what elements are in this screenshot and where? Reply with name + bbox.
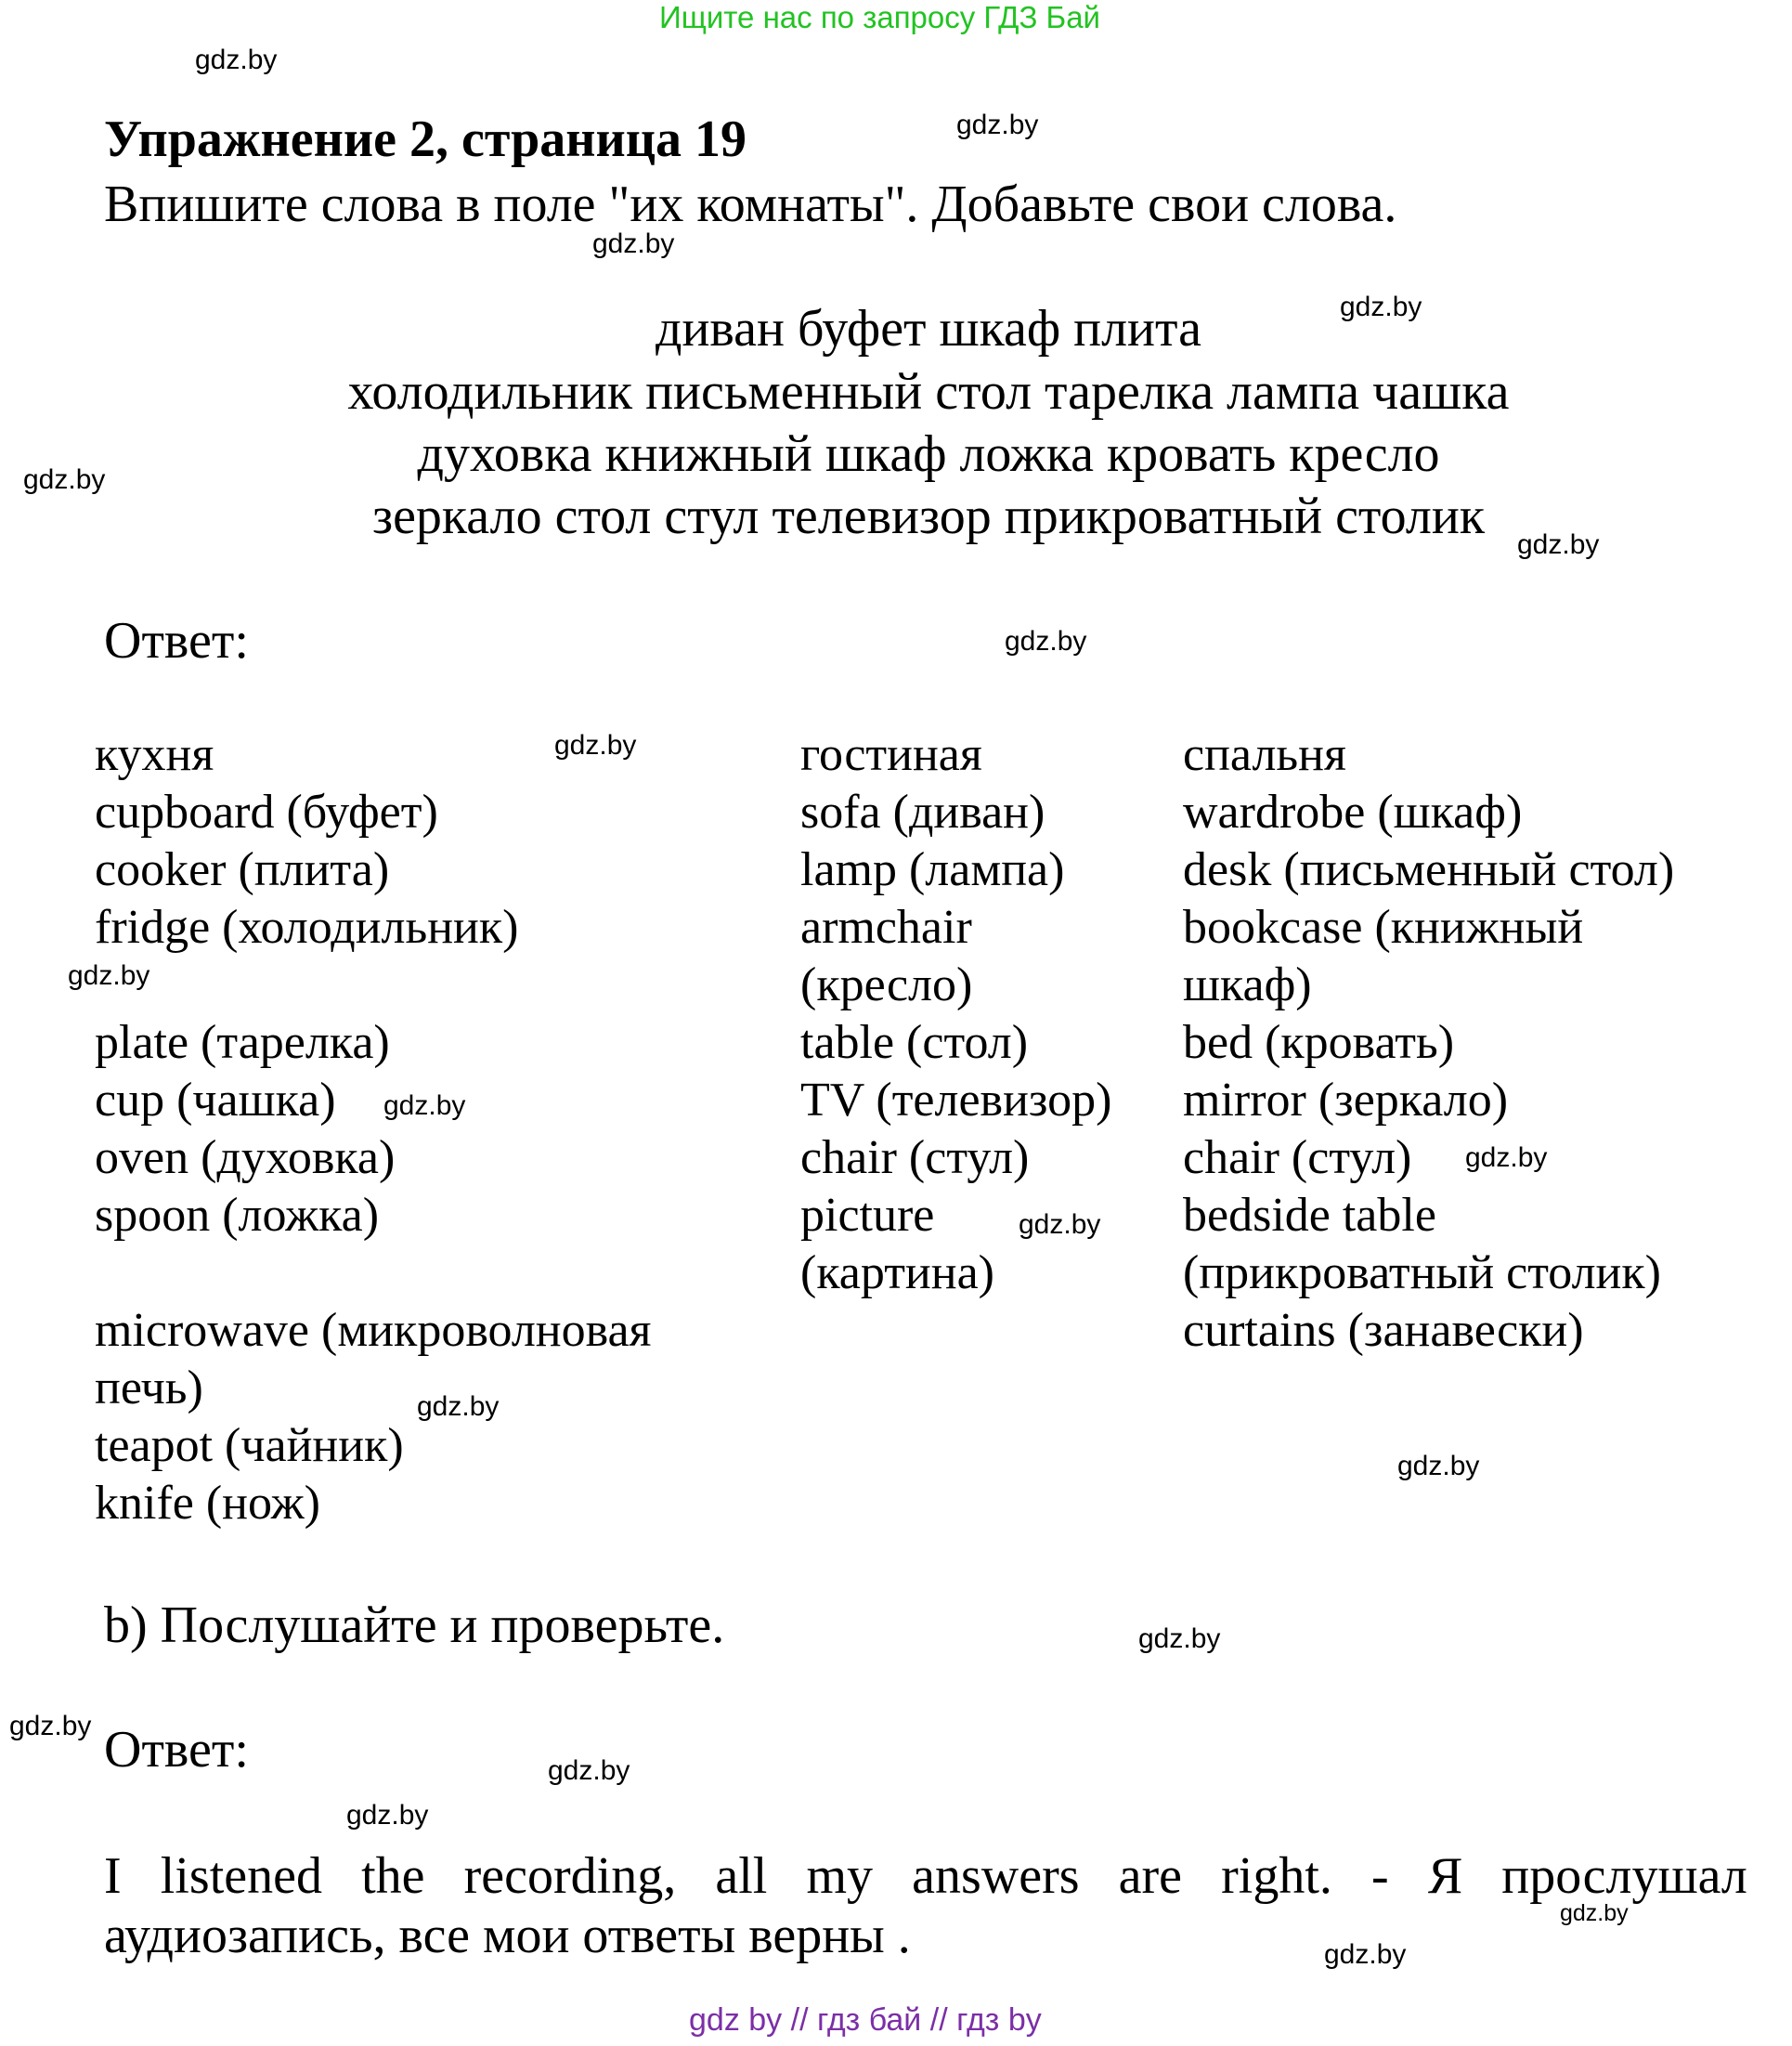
watermark: gdz.by: [1397, 1451, 1480, 1481]
watermark: gdz.by: [9, 1711, 92, 1741]
final-word: Я: [1427, 1847, 1463, 1905]
final-answer-line-1: [104, 1846, 1747, 1906]
kitchen-item: spoon (ложка): [95, 1189, 380, 1242]
word-line-2: холодильник письменный стол тарелка лампа чашка: [347, 363, 1510, 421]
page-title: Упражнение 2, страница 19: [104, 111, 747, 168]
final-word: my: [806, 1847, 874, 1905]
kitchen-item: plate (тарелка): [95, 1016, 390, 1069]
final-word: I: [104, 1847, 122, 1905]
kitchen-item: knife (нож): [95, 1477, 320, 1530]
watermark: gdz.by: [346, 1800, 429, 1831]
word-line-1: диван буфет шкаф плита: [655, 300, 1202, 358]
living-item: (кресло): [800, 958, 973, 1011]
living-item: sofa (диван): [800, 786, 1045, 839]
instruction: Впишите слова в поле "их комнаты". Добавьте свои слова.: [104, 176, 1397, 233]
bedroom-item: mirror (зеркало): [1183, 1074, 1509, 1127]
final-word: answers: [912, 1847, 1080, 1905]
bedroom-item: curtains (занавески): [1183, 1304, 1584, 1357]
watermark: gdz.by: [1138, 1623, 1221, 1654]
footer-links[interactable]: gdz by // гдз бай // гдз by: [689, 2002, 1042, 2038]
living-item: picture: [800, 1189, 935, 1242]
watermark: gdz.by: [417, 1391, 500, 1422]
watermark: gdz.by: [592, 228, 675, 259]
watermark: gdz.by: [383, 1090, 466, 1121]
kitchen-column: [95, 726, 651, 1532]
final-answer: [104, 1846, 1747, 1965]
living-item: chair (стул): [800, 1131, 1030, 1184]
watermark: gdz.by: [1324, 1939, 1407, 1970]
bedroom-item: bookcase (книжный: [1183, 901, 1584, 954]
living-item: table (стол): [800, 1016, 1029, 1069]
watermark: gdz.by: [1560, 1900, 1629, 1926]
kitchen-item: печь): [95, 1362, 203, 1414]
watermark: gdz.by: [1005, 626, 1087, 657]
bedroom-item: chair (стул): [1183, 1131, 1412, 1184]
watermark: gdz.by: [23, 464, 106, 495]
living-item: (картина): [800, 1246, 994, 1299]
bedroom-column: [1183, 726, 1674, 1360]
kitchen-item: teapot (чайник): [95, 1419, 404, 1472]
kitchen-item: cooker (плита): [95, 843, 390, 896]
final-word: are: [1118, 1847, 1183, 1905]
bedroom-item: wardrobe (шкаф): [1183, 786, 1523, 839]
kitchen-spacer: [95, 957, 651, 1014]
kitchen-item: fridge (холодильник): [95, 901, 519, 954]
part-b-instruction: b) Послушайте и проверьте.: [104, 1596, 725, 1654]
bedroom-item: desk (письменный стол): [1183, 843, 1675, 896]
answer-label-1: Ответ:: [104, 612, 249, 670]
kitchen-heading: кухня: [95, 728, 214, 781]
living-item: armchair: [800, 901, 972, 954]
kitchen-item: microwave (микроволновая: [95, 1304, 652, 1357]
final-word: listened: [160, 1847, 322, 1905]
bedroom-heading: спальня: [1183, 728, 1346, 781]
final-word: right.: [1221, 1847, 1332, 1905]
final-word: the: [361, 1847, 425, 1905]
bedroom-item: bed (кровать): [1183, 1016, 1455, 1069]
kitchen-item: cup (чашка): [95, 1074, 336, 1127]
word-line-3: духовка книжный шкаф ложка кровать кресло: [417, 425, 1440, 483]
bedroom-item: bedside table: [1183, 1189, 1436, 1242]
kitchen-item: oven (духовка): [95, 1131, 396, 1184]
watermark: gdz.by: [1019, 1209, 1101, 1240]
living-heading: гостиная: [800, 728, 982, 781]
watermark: gdz.by: [956, 110, 1039, 140]
watermark: gdz.by: [554, 730, 637, 761]
watermark: gdz.by: [1465, 1142, 1548, 1173]
bedroom-item: (прикроватный столик): [1183, 1246, 1661, 1299]
answer-label-2: Ответ:: [104, 1721, 249, 1779]
watermark: gdz.by: [1340, 292, 1422, 322]
watermark: gdz.by: [1517, 529, 1600, 560]
living-item: lamp (лампа): [800, 843, 1065, 896]
living-item: TV (телевизор): [800, 1074, 1112, 1127]
watermark: gdz.by: [195, 45, 278, 75]
bedroom-item: шкаф): [1183, 958, 1312, 1011]
kitchen-item: cupboard (буфет): [95, 786, 438, 839]
word-line-4: зеркало стол стул телевизор прикроватный столик: [371, 488, 1486, 545]
final-answer-line-2: аудиозапись, все мои ответы верны .: [104, 1907, 911, 1964]
final-word: -: [1371, 1847, 1389, 1905]
final-word: прослушал: [1501, 1847, 1747, 1905]
final-word: recording,: [463, 1847, 677, 1905]
watermark: gdz.by: [548, 1755, 630, 1786]
top-banner[interactable]: Ищите нас по запросу ГДЗ Бай: [659, 0, 1100, 34]
final-word: all: [715, 1847, 768, 1905]
watermark: gdz.by: [68, 960, 150, 991]
kitchen-spacer: [95, 1245, 651, 1302]
